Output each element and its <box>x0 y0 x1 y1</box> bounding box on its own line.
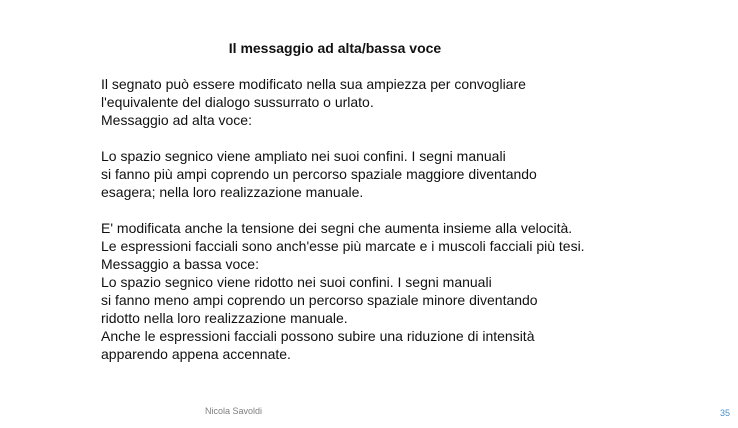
page-number: 35 <box>719 408 730 418</box>
paragraph-gap <box>101 129 701 147</box>
body-line: esagera; nella loro realizzazione manuale. <box>101 184 364 200</box>
footer-author: Nicola Savoldi <box>205 406 263 416</box>
body-line: Il segnato può essere modificato nella sua ampiezza per convogliare <box>101 76 526 92</box>
body-line: si fanno meno ampi coprendo un percorso spaziale minore diventando <box>101 292 538 308</box>
body-line: ridotto nella loro realizzazione manuale. <box>101 310 348 326</box>
body-line: si fanno più ampi coprendo un percorso spaziale maggiore diventando <box>101 166 537 182</box>
body-line: Anche le espressioni facciali possono subire una riduzione di intensità <box>101 328 535 344</box>
body-line: l'equivalente del dialogo sussurrato o urlato. <box>101 94 374 110</box>
body-line: E' modificata anche la tensione dei segni che aumenta insieme alla velocità. <box>101 220 573 236</box>
paragraph-gap <box>101 201 701 219</box>
slide-body <box>101 75 701 363</box>
body-line: Lo spazio segnico viene ridotto nei suoi confini. I segni manuali <box>101 274 492 290</box>
body-line: apparendo appena accennate. <box>101 346 291 362</box>
slide-title: Il messaggio ad alta/bassa voce <box>228 40 442 56</box>
body-line: Lo spazio segnico viene ampliato nei suoi confini. I segni manuali <box>101 148 506 164</box>
body-line: Le espressioni facciali sono anch'esse più marcate e i muscoli facciali più tesi. <box>101 238 585 254</box>
body-line: Messaggio a bassa voce: <box>101 256 259 272</box>
body-line: Messaggio ad alta voce: <box>101 112 252 128</box>
